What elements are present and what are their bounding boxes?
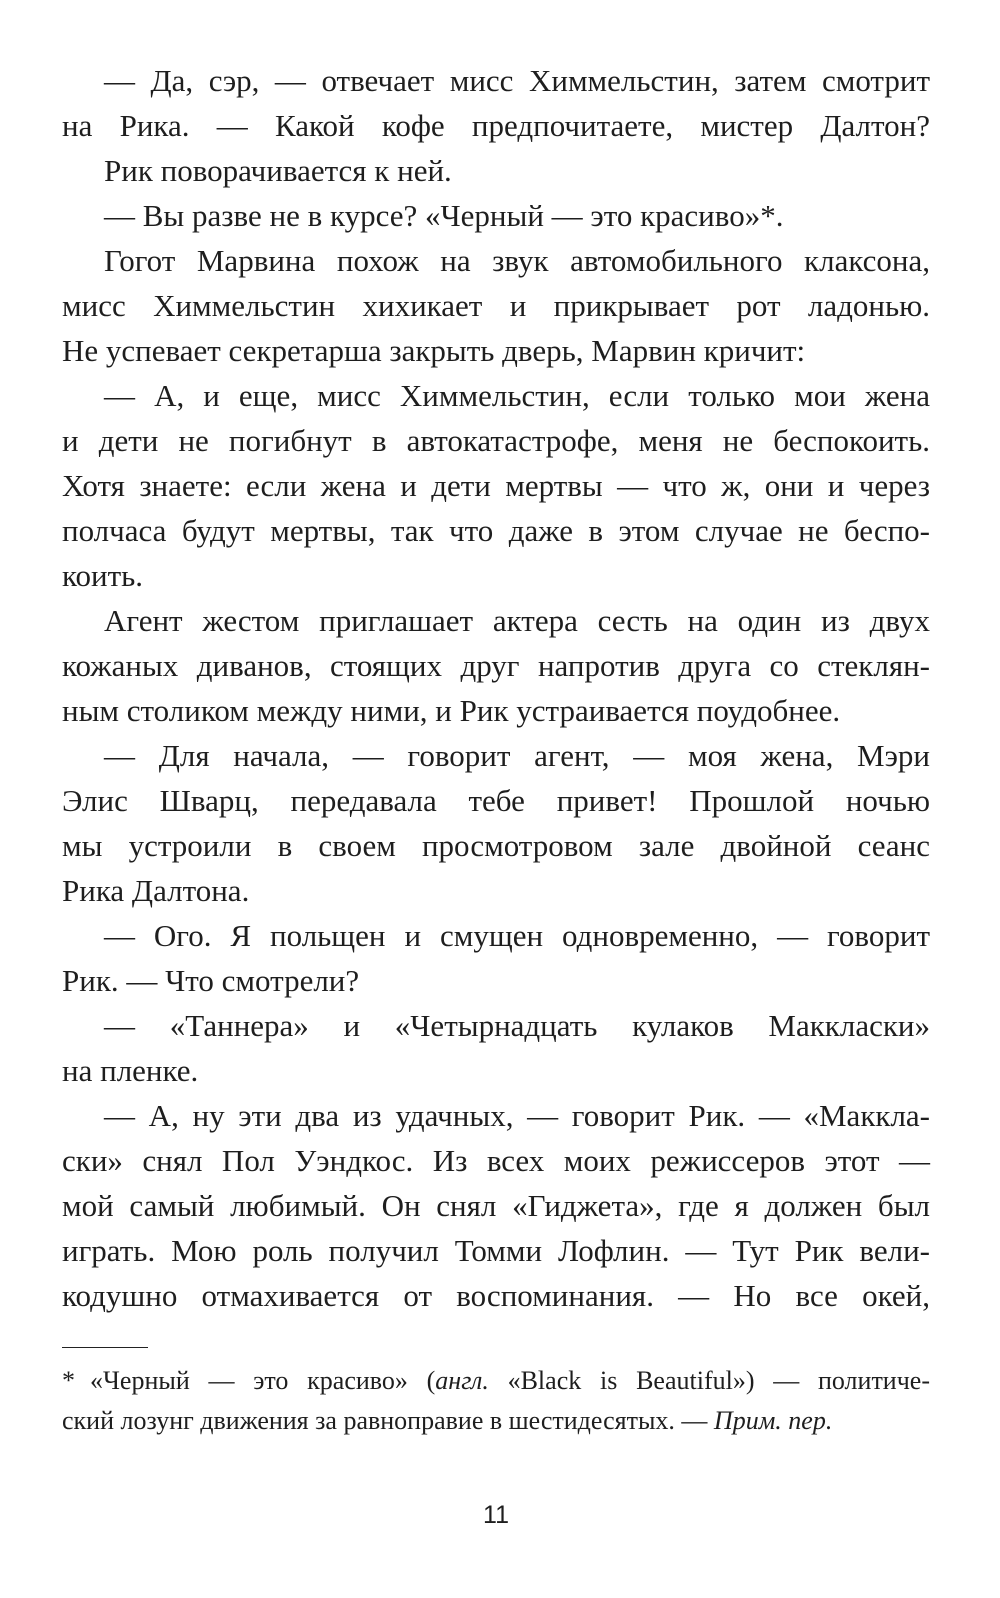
text-line: Хотя знаете: если жена и дети мертвы — что ж, они и через (62, 468, 930, 503)
text-line: — Ого. Я польщен и смущен одновременно, — говорит (104, 918, 930, 953)
text-line: и дети не погибнут в автокатастрофе, меня не беспокоить. (62, 423, 930, 458)
text-line: — «Таннера» и «Четырнадцать кулаков Маккласки» (104, 1008, 930, 1043)
footnote-divider (62, 1347, 148, 1348)
text-line: — Вы разве не в курсе? «Черный — это красиво»*. (104, 198, 784, 233)
text-line: ным столиком между ними, и Рик устраивается поудобнее. (62, 693, 841, 728)
text-line: играть. Мою роль получил Томми Лофлин. — Тут Рик вели- (62, 1233, 930, 1268)
text-line: мой самый любимый. Он снял «Гиджета», где я должен был (62, 1188, 930, 1223)
footnote-text: «Черный — это красиво» ( (90, 1366, 436, 1395)
text-line: Агент жестом приглашает актера сесть на один из двух (104, 603, 930, 638)
text-line: полчаса будут мертвы, так что даже в этом случае не беспо- (62, 513, 930, 548)
text-line: коить. (62, 558, 144, 593)
footnote (62, 1363, 930, 1443)
text-line: — Для начала, — говорит агент, — моя жена, Мэри (104, 738, 930, 773)
footnote-text: «Black is Beautiful») — политиче- (488, 1366, 930, 1395)
page-number: 11 (483, 1501, 509, 1529)
text-line: мы устроили в своем просмотровом зале двойной сеанс (62, 828, 930, 863)
text-line: кодушно отмахивается от воспоминания. — Но все окей, (62, 1278, 930, 1313)
text-line: Рика Далтона. (62, 873, 250, 908)
footnote-line (62, 1363, 930, 1403)
text-line: — А, ну эти два из удачных, — говорит Рик. — «Маккла- (104, 1098, 930, 1133)
text-line: на Рика. — Какой кофе предпочитаете, мистер Далтон? (62, 108, 930, 143)
text-line: кожаных диванов, стоящих друг напротив друга со стеклян- (62, 648, 930, 683)
footnote-abbreviation: англ. (435, 1366, 489, 1395)
text-line: Не успевает секретарша закрыть дверь, Марвин кричит: (62, 333, 806, 368)
text-line: на пленке. (62, 1053, 199, 1088)
footnote-marker: * (62, 1366, 75, 1395)
text-line: мисс Химмельстин хихикает и прикрывает рот ладонью. (62, 288, 930, 323)
text-line: ски» снял Пол Уэндкос. Из всех моих режиссеров этот — (62, 1143, 930, 1178)
text-line: Элис Шварц, передавала тебе привет! Прошлой ночью (62, 783, 930, 818)
translator-note: Прим. пер. (713, 1406, 833, 1435)
text-line: Гогот Марвина похож на звук автомобильного клаксона, (104, 243, 930, 278)
text-line: — А, и еще, мисс Химмельстин, если только мои жена (104, 378, 930, 413)
footnote-line (62, 1403, 930, 1443)
main-text (62, 62, 930, 1322)
footnote-text: ский лозунг движения за равноправие в шестидесятых. — (62, 1406, 714, 1435)
text-line: — Да, сэр, — отвечает мисс Химмельстин, затем смотрит (104, 63, 930, 98)
text-line: Рик поворачивается к ней. (104, 153, 452, 188)
text-line: Рик. — Что смотрели? (62, 963, 360, 998)
